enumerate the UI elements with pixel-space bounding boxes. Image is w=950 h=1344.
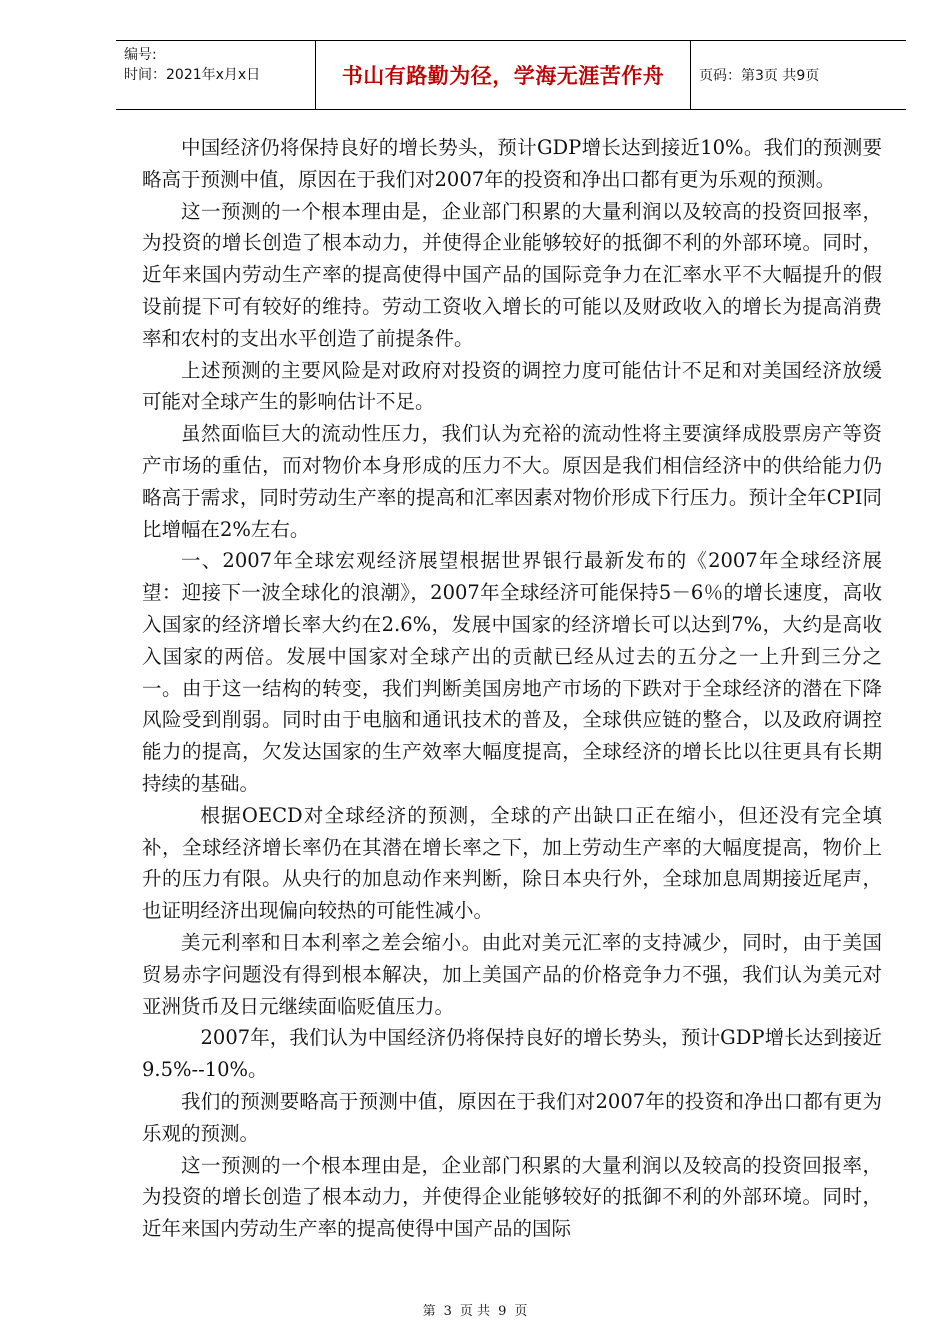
header-meta-cell — [116, 41, 316, 109]
footer-middle: 页 共 — [459, 1304, 491, 1319]
paragraph: 一、2007年全球宏观经济展望根据世界银行最新发布的《2007年全球经济展望：迎接下一波全球化的浪潮》，2007年全球经济可能保持5－6％的增长速度，高收入国家的经济增长率大约在2.6%，发展中国家的经济增长可以达到7%，大约是高收入国家的两倍。发展中国家对全球产出的贡献已经从过去的五分之一上升到三分之一。由于这一结构的转变，我们判断美国房地产市场的下跌对于全球经济的潜在下降风险受到削弱。同时由于电脑和通讯技术的普及，全球供应链的整合，以及政府调控能力的提高，欠发达国家的生产效率大幅度提高，全球经济的增长比以往更具有长期持续的基础。 — [142, 549, 882, 795]
paragraph: 上述预测的主要风险是对政府对投资的调控力度可能估计不足和对美国经济放缓可能对全球产生的影响估计不足。 — [142, 358, 882, 414]
page-header — [116, 40, 906, 110]
paragraph: 我们的预测要略高于预测中值，原因在于我们对2007年的投资和净出口都有更为乐观的预测。 — [142, 1089, 882, 1145]
document-time-label: 时间：2021年x月x日 — [124, 67, 261, 83]
footer-total-pages: 9 — [498, 1304, 507, 1319]
paragraph: 这一预测的一个根本理由是，企业部门积累的大量利润以及较高的投资回报率，为投资的增长创造了根本动力，并使得企业能够较好的抵御不利的外部环境。同时，近年来国内劳动生产率的提高使得中国产品的国际 — [142, 1153, 882, 1241]
footer-page-number: 3 — [443, 1304, 452, 1319]
paragraph: 中国经济仍将保持良好的增长势头，预计GDP增长达到接近10%。我们的预测要略高于预测中值，原因在于我们对2007年的投资和净出口都有更为乐观的预测。 — [142, 136, 882, 191]
header-page-info: 页码：第3页 共9页 — [699, 68, 820, 84]
page-footer — [0, 1300, 950, 1319]
footer-prefix: 第 — [422, 1304, 436, 1319]
header-motto: 书山有路勤为径，学海无涯苦作舟 — [316, 41, 691, 109]
document-body — [142, 132, 882, 1245]
paragraph: 美元利率和日本利率之差会缩小。由此对美元汇率的支持减少，同时，由于美国贸易赤字问题没有得到根本解决，加上美国产品的价格竞争力不强，我们认为美元对亚洲货币及日元继续面临贬值压力。 — [142, 930, 882, 1018]
footer-suffix: 页 — [514, 1304, 528, 1319]
paragraph: 2007年，我们认为中国经济仍将保持良好的增长势头，预计GDP增长达到接近9.5%--10%。 — [142, 1026, 882, 1082]
paragraph: 根据OECD对全球经济的预测，全球的产出缺口正在缩小，但还没有完全填补，全球经济增长率仍在其潜在增长率之下，加上劳动生产率的大幅度提高，物价上升的压力有限。从央行的加息动作来判断，除日本央行外，全球加息周期接近尾声，也证明经济出现偏向较热的可能性减小。 — [142, 803, 882, 923]
document-number-label: 编号: — [124, 47, 157, 63]
paragraph: 虽然面临巨大的流动性压力，我们认为充裕的流动性将主要演绎成股票房产等资产市场的重估，而对物价本身形成的压力不大。原因是我们相信经济中的供给能力仍略高于需求，同时劳动生产率的提高和汇率因素对物价形成下行压力。预计全年CPI同比增幅在2%左右。 — [142, 422, 882, 541]
paragraph: 这一预测的一个根本理由是，企业部门积累的大量利润以及较高的投资回报率，为投资的增长创造了根本动力，并使得企业能够较好的抵御不利的外部环境。同时，近年来国内劳动生产率的提高使得中国产品的国际竞争力在汇率水平不大幅提升的假设前提下可有较好的维持。劳动工资收入增长的可能以及财政收入的增长为提高消费率和农村的支出水平创造了前提条件。 — [142, 199, 882, 350]
